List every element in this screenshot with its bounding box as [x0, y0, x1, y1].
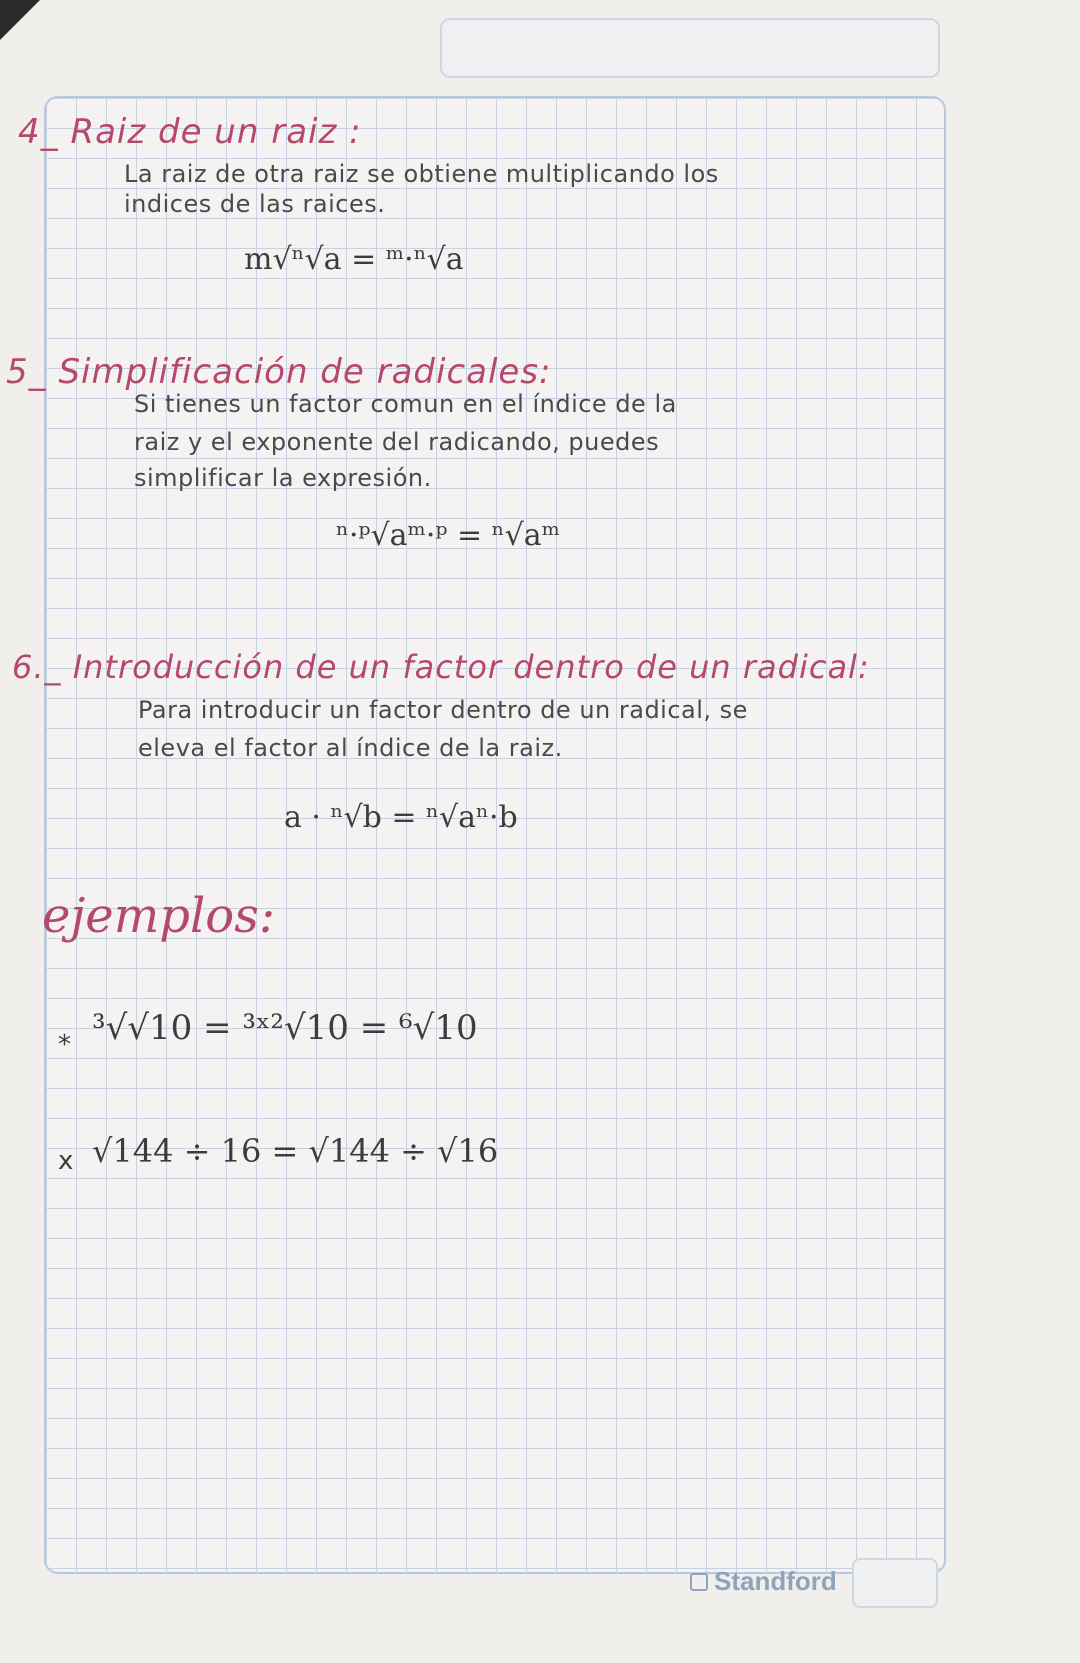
brand-logo-icon	[690, 1573, 708, 1591]
section-5-text-line-1: Si tienes un factor comun en el índice de la	[134, 390, 677, 418]
section-5-text-line-2: raiz y el exponente del radicando, puedes	[134, 428, 660, 456]
section-6-formula: a · ⁿ√b = ⁿ√aⁿ·b	[284, 800, 518, 835]
section-5-formula: ⁿ·ᵖ√aᵐ·ᵖ = ⁿ√aᵐ	[336, 518, 561, 553]
section-4-heading: 4_ Raiz de un raiz :	[18, 112, 362, 152]
examples-title: ejemplos:	[42, 888, 275, 944]
example-2-expression: √144 ÷ 16 = √144 ÷ √16	[92, 1132, 499, 1170]
example-1-expression: ³√√10 = ³ˣ²√10 = ⁶√10	[92, 1008, 478, 1048]
brand-logo-text: Standford	[714, 1566, 837, 1596]
section-4-formula: m√ⁿ√a = ᵐ·ⁿ√a	[244, 242, 464, 277]
section-6-text-line-2: eleva el factor al índice de la raiz.	[138, 734, 563, 762]
section-4-text-line-1: La raiz de otra raiz se obtiene multiplicando los	[124, 160, 719, 188]
example-1-bullet: *	[58, 1030, 71, 1060]
example-2-bullet: x	[58, 1146, 74, 1176]
brand-logo	[690, 1566, 837, 1597]
section-5-heading: 5_ Simplificación de radicales:	[6, 352, 552, 392]
section-6-text-line-1: Para introducir un factor dentro de un radical, se	[138, 696, 748, 724]
page-number-box	[852, 1558, 938, 1608]
section-6-heading: 6._ Introducción de un factor dentro de un radical:	[12, 648, 870, 686]
section-4-text-line-2: indices de las raices.	[124, 190, 386, 218]
section-5-text-line-3: simplificar la expresión.	[134, 464, 432, 492]
